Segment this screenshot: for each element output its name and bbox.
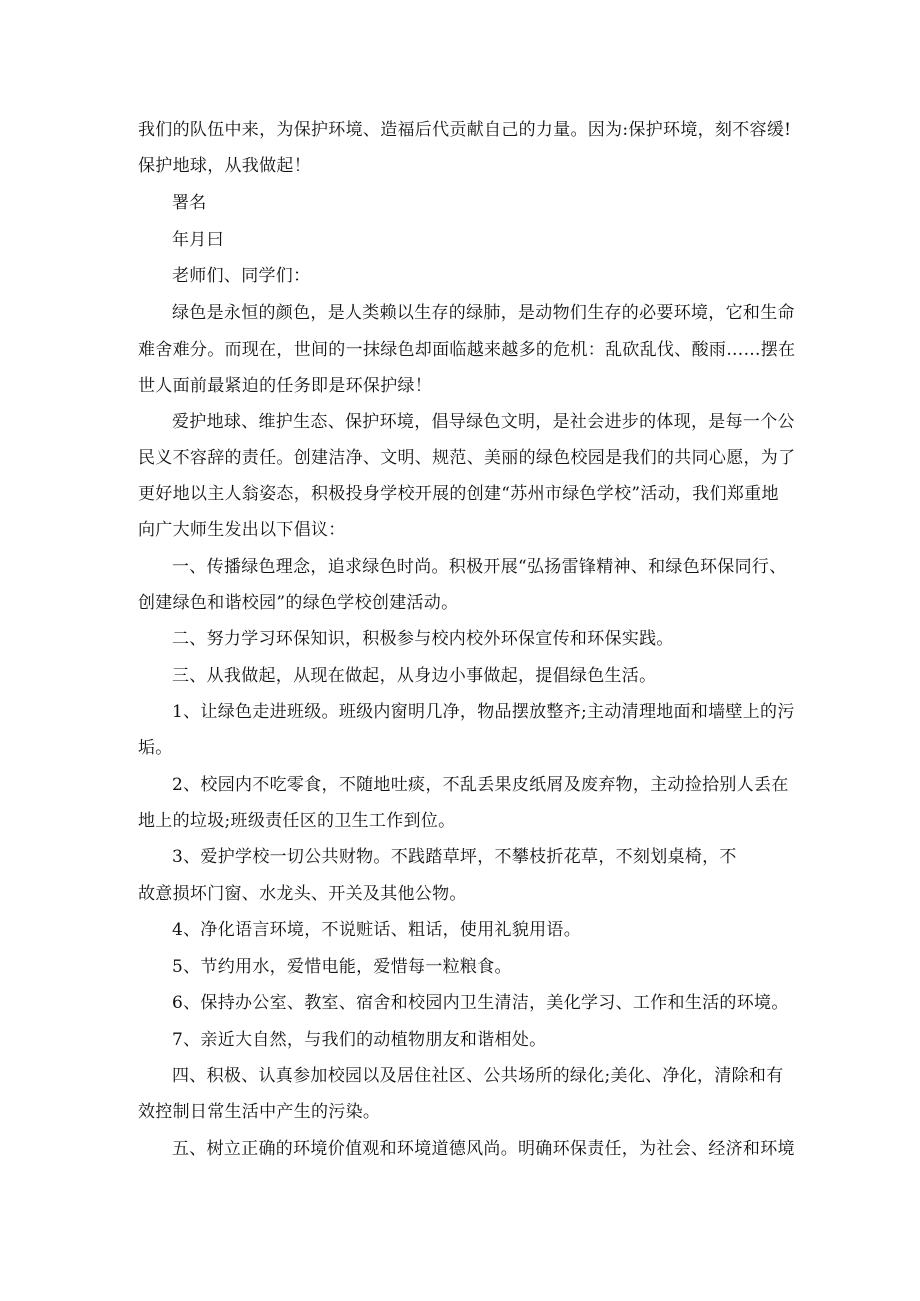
text-line: 向广大师生发出以下倡议： <box>138 520 346 540</box>
date-label: 年月曰 <box>172 230 224 250</box>
text-line: 难舍难分。而现在，世间的一抹绿色却面临越来越多的危机：乱砍乱伐、酸雨……摆在 <box>138 340 796 360</box>
text-line: 爱护地球、维护生态、保护环境，倡导绿色文明，是社会进步的体现，是每一个公 <box>172 412 795 432</box>
text-line: 效控制日常生活中产生的污染。 <box>138 1102 381 1122</box>
text-line: 6、保持办公室、教室、宿舍和校园内卫生清洁，美化学习、工作和生活的环境。 <box>172 993 789 1013</box>
text-line: 三、从我做起，从现在做起，从身边小事做起，提倡绿色生活。 <box>172 666 657 686</box>
text-line: 四、积极、认真参加校园以及居住社区、公共场所的绿化;美化、净化，清除和有 <box>172 1066 784 1086</box>
salutation: 老师们、同学们： <box>172 266 311 286</box>
text-line: 地上的垃圾;班级责任区的卫生工作到位。 <box>138 811 456 831</box>
text-line: 世人面前最紧迫的任务即是环保护绿！ <box>138 376 433 396</box>
text-line: 民义不容辞的责任。创建洁净、文明、规范、美丽的绿色校园是我们的共同心愿，为了 <box>138 448 796 468</box>
signature-label: 署名 <box>172 193 207 213</box>
text-line: 故意损坏门窗、水龙头、开关及其他公物。 <box>138 884 467 904</box>
text-line: 3、爱护学校一切公共财物。不践踏草坪，不攀枝折花草，不刻划桌椅，不 <box>172 847 737 867</box>
text-line: 绿色是永恒的颜色，是人类赖以生存的绿肺，是动物们生存的必要环境，它和生命 <box>172 303 795 323</box>
text-line: 一、传播绿色理念，追求绿色时尚。积极开展“弘扬雷锋精神、和绿色环保同行、 <box>172 557 787 577</box>
text-line: 2、校园内不吃零食，不随地吐痰，不乱丢果皮纸屑及废弃物，主动捡拾别人丢在 <box>172 775 789 795</box>
text-line: 保护地球，从我做起！ <box>138 156 311 176</box>
text-line: 我们的队伍中来，为保护环境、造福后代贡献自己的力量。因为:保护环境，刻不容缓! <box>138 120 792 140</box>
text-line: 5、节约用水，爱惜电能，爱惜每一粒粮食。 <box>172 957 512 977</box>
text-line: 1、让绿色走进班级。班级内窗明几净，物品摆放整齐;主动清理地面和墙壁上的污 <box>172 702 795 722</box>
text-line: 4、净化语言环境，不说赃话、粗话，使用礼貌用语。 <box>172 920 582 940</box>
text-line: 7、亲近大自然，与我们的动植物朋友和谐相处。 <box>172 1030 547 1050</box>
text-line: 更好地以主人翁姿态，积极投身学校开展的创建“苏州市绿色学校”活动，我们郑重地 <box>138 484 779 504</box>
text-line: 二、努力学习环保知识，积极参与校内校外环保宣传和环保实践。 <box>172 629 674 649</box>
text-line: 五、树立正确的环境价值观和环境道德风尚。明确环保责任，为社会、经济和环境 <box>172 1139 795 1159</box>
text-line: 垢。 <box>138 738 173 758</box>
text-line: 创建绿色和谐校园”的绿色学校创建活动。 <box>138 593 459 613</box>
